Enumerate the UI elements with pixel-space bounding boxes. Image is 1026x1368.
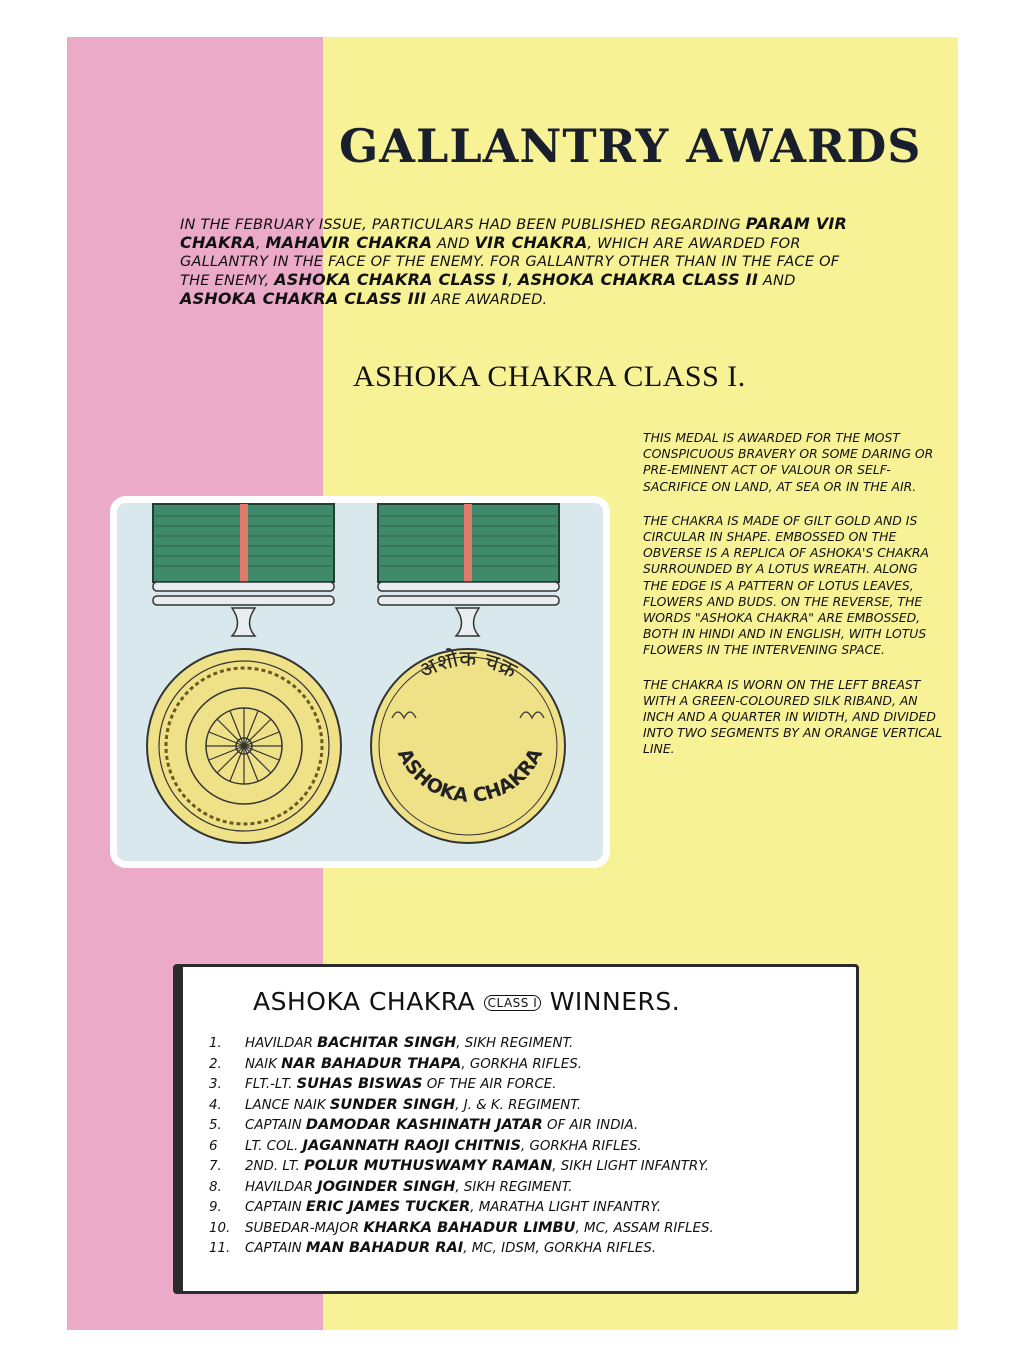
item-unit: , GORKHA RIFLES. <box>521 1138 642 1154</box>
suspender-left <box>232 608 255 636</box>
chakra-spokes <box>206 708 282 784</box>
list-item <box>209 1033 849 1054</box>
winners-title-text: ASHOKA CHAKRA <box>253 987 484 1016</box>
item-name: BACHITAR SINGH <box>317 1034 457 1051</box>
item-number: 6 <box>209 1138 218 1154</box>
list-item <box>209 1177 849 1198</box>
item-unit: , MARATHA LIGHT INFANTRY. <box>470 1200 662 1215</box>
item-name: MAN BAHADUR RAI <box>305 1239 464 1256</box>
item-rank: NAIK <box>245 1056 282 1072</box>
item-number: 4. <box>209 1097 222 1113</box>
item-unit: , SIKH LIGHT INFANTRY. <box>552 1159 709 1174</box>
item-number: 3. <box>209 1077 222 1092</box>
item-number: 9. <box>209 1200 222 1215</box>
medal-disc-right <box>371 649 565 843</box>
ribbon-stripe-left <box>240 504 248 582</box>
description-paragraph: THE CHAKRA IS MADE OF GILT GOLD AND IS CIRCULAR IN SHAPE. EMBOSSED ON THE OBVERSE IS A REPLICA OF ASHOKA'S CHAKRA SURROUNDED BY A LOTUS WREATH. ALONG THE EDGE IS A PATTERN OF LOTUS LEAVES, FLOWERS AND BUDS. ON THE REVERSE, THE WORDS "ASHOKA CHAKRA" ARE EMBOSSED, BOTH IN HINDI AND IN ENGLISH, WITH LOTUS FLOWERS IN THE INTERVENING SPACE. <box>643 512 929 658</box>
item-unit: , MC, ASSAM RIFLES. <box>575 1220 714 1236</box>
winners-title-suffix: WINNERS. <box>541 987 681 1016</box>
medal-obverse <box>147 504 341 843</box>
item-number: 8. <box>209 1179 222 1195</box>
item-unit: , J. & K. REGIMENT. <box>455 1097 582 1113</box>
item-rank: CAPTAIN <box>245 1118 306 1133</box>
list-item <box>209 1197 849 1218</box>
item-rank: 2ND. LT. <box>245 1159 305 1174</box>
award-ashoka-2: ASHOKA CHAKRA CLASS II <box>517 270 758 289</box>
item-unit: OF AIR INDIA. <box>542 1118 639 1133</box>
item-rank: HAVILDAR <box>245 1179 318 1195</box>
item-unit: , SIKH REGIMENT. <box>455 1179 573 1195</box>
item-name: SUHAS BISWAS <box>296 1075 423 1092</box>
page-title: GALLANTRY AWARDS <box>339 119 922 173</box>
item-unit: , SIKH REGIMENT. <box>456 1036 574 1051</box>
intro-sep-2: , <box>508 272 518 289</box>
list-item <box>209 1115 849 1136</box>
item-rank: HAVILDAR <box>245 1036 318 1051</box>
intro-text-1: IN THE FEBRUARY ISSUE, PARTICULARS HAD BEEN PUBLISHED REGARDING <box>180 216 746 233</box>
item-rank: LANCE NAIK <box>245 1097 330 1113</box>
item-rank: LT. COL. <box>245 1138 303 1154</box>
ribbon-stripe-right <box>464 504 472 582</box>
intro-and-1: AND <box>432 235 475 252</box>
item-rank: SUBEDAR-MAJOR <box>245 1220 364 1236</box>
item-number: 5. <box>209 1118 222 1133</box>
award-param-vir: PARAM VIR CHAKRA <box>180 214 848 252</box>
item-number: 7. <box>209 1159 222 1174</box>
medal-hindi-text: अशोक चक्र <box>415 646 521 685</box>
award-ashoka-1: ASHOKA CHAKRA CLASS I <box>274 270 509 289</box>
list-item <box>209 1238 849 1259</box>
item-name: ERIC JAMES TUCKER <box>305 1198 471 1215</box>
medal-illustration-panel <box>110 496 610 868</box>
intro-text-2: , WHICH ARE AWARDED FOR GALLANTRY IN THE FACE OF THE ENEMY. FOR GALLANTRY OTHER THAN IN THE FACE OF THE ENEMY, <box>180 235 840 289</box>
winners-list <box>209 1033 849 1259</box>
winners-title <box>253 987 680 1016</box>
award-vir: VIR CHAKRA <box>474 233 588 252</box>
item-unit: OF THE AIR FORCE. <box>422 1077 557 1092</box>
item-name: DAMODAR KASHINATH JATAR <box>305 1116 543 1133</box>
suspender-right <box>456 608 479 636</box>
winners-title-class: CLASS I <box>484 995 542 1011</box>
item-unit: , GORKHA RIFLES. <box>461 1056 582 1072</box>
winners-box <box>173 964 859 1294</box>
intro-and-2: AND <box>758 272 796 289</box>
item-name: SUNDER SINGH <box>329 1095 456 1113</box>
medal-description <box>643 430 943 776</box>
description-paragraph: THIS MEDAL IS AWARDED FOR THE MOST CONSPICUOUS BRAVERY OR SOME DARING OR PRE-EMINENT ACT OF VALOUR OR SELF-SACRIFICE ON LAND, AT SEA OR IN THE AIR. <box>643 430 934 494</box>
item-name: KHARKA BAHADUR LIMBU <box>363 1218 576 1236</box>
award-mahavir: MAHAVIR CHAKRA <box>265 233 433 252</box>
item-name: JOGINDER SINGH <box>317 1177 456 1195</box>
list-item <box>209 1156 849 1177</box>
description-paragraph: THE CHAKRA IS WORN ON THE LEFT BREAST WITH A GREEN-COLOURED SILK RIBAND, AN INCH AND A QUARTER IN WIDTH, AND DIVIDED INTO TWO SEGMENTS BY AN ORANGE VERTICAL LINE. <box>643 676 943 757</box>
item-name: NAR BAHADUR THAPA <box>281 1054 462 1072</box>
medal-english-text: ASHOKA CHAKRA <box>392 745 548 807</box>
medal-illustration <box>110 496 610 868</box>
list-item <box>209 1074 849 1095</box>
list-item <box>209 1218 849 1239</box>
intro-text-3: ARE AWARDED. <box>426 291 548 308</box>
item-number: 10. <box>209 1220 231 1236</box>
item-rank: CAPTAIN <box>245 1241 306 1256</box>
item-rank: CAPTAIN <box>245 1200 306 1215</box>
magazine-page <box>67 37 958 1330</box>
intro-paragraph <box>180 215 860 309</box>
item-number: 1. <box>209 1036 222 1051</box>
list-item <box>209 1095 849 1116</box>
list-item <box>209 1054 849 1075</box>
medal-reverse <box>371 504 565 843</box>
item-number: 11. <box>209 1241 231 1256</box>
item-name: JAGANNATH RAOJI CHITNIS <box>302 1136 521 1154</box>
intro-sep-1: , <box>255 235 266 252</box>
section-heading: ASHOKA CHAKRA CLASS I. <box>353 360 746 393</box>
item-unit: , MC, IDSM, GORKHA RIFLES. <box>463 1241 657 1256</box>
item-name: POLUR MUTHUSWAMY RAMAN <box>304 1157 553 1174</box>
award-ashoka-3: ASHOKA CHAKRA CLASS III <box>180 289 427 308</box>
item-number: 2. <box>209 1056 222 1072</box>
item-rank: FLT.-LT. <box>245 1077 297 1092</box>
list-item <box>209 1136 849 1157</box>
